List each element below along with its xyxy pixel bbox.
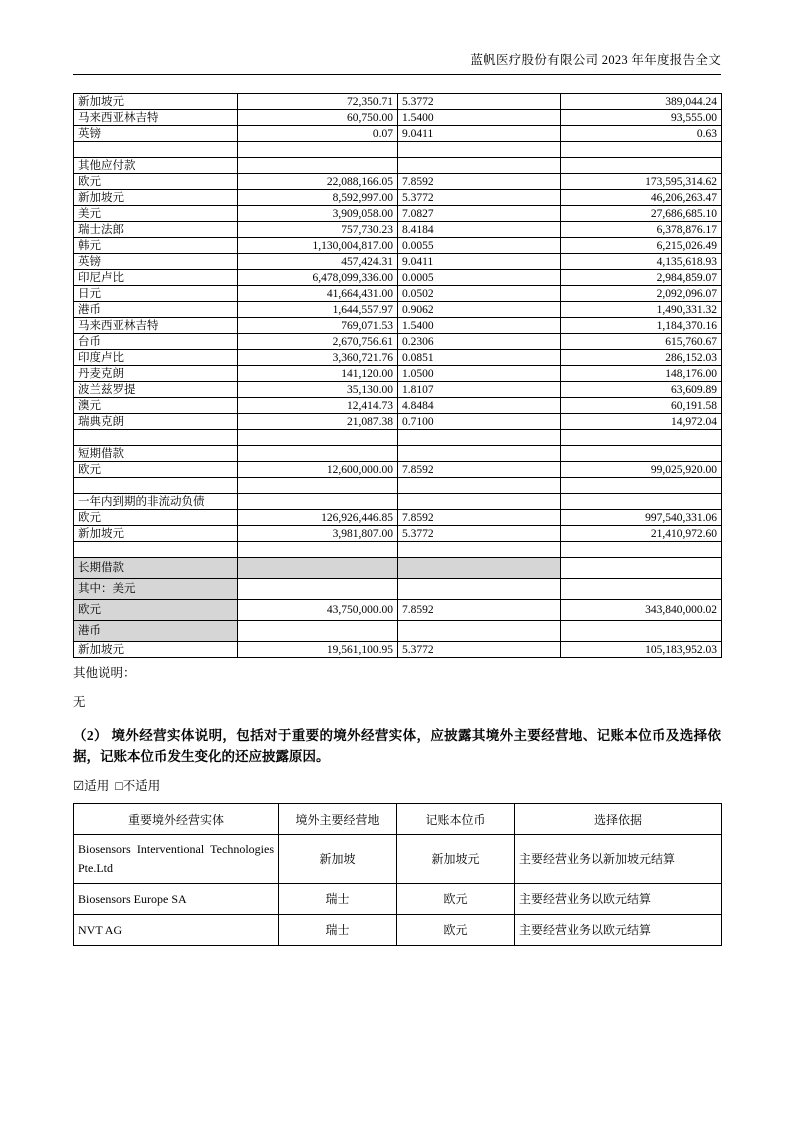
cell-label: 马来西亚林吉特 xyxy=(74,110,238,126)
cell-place: 瑞士 xyxy=(279,884,397,915)
table-row xyxy=(74,110,722,126)
table-row xyxy=(74,94,722,110)
cell-label: 欧元 xyxy=(74,600,238,621)
cell-rate: 5.3772 xyxy=(398,642,561,658)
cell-entity: Biosensors Interventional Technologies Pte.Ltd xyxy=(74,835,279,884)
cell-rate xyxy=(398,158,561,174)
not-applicable-checkbox-icon: □ xyxy=(115,779,123,793)
cell-amount xyxy=(238,579,398,600)
cell-currency: 欧元 xyxy=(397,915,515,946)
table-row xyxy=(74,158,722,174)
cell-rate: 0.0005 xyxy=(398,270,561,286)
cell-label xyxy=(74,142,238,158)
cell-label: 瑞士法郎 xyxy=(74,222,238,238)
cell-rmb: 105,183,952.03 xyxy=(561,642,722,658)
cell-rmb: 997,540,331.06 xyxy=(561,510,722,526)
cell-rmb: 99,025,920.00 xyxy=(561,462,722,478)
table-row xyxy=(74,270,722,286)
cell-label xyxy=(74,542,238,558)
cell-rate: 5.3772 xyxy=(398,190,561,206)
cell-amount: 19,561,100.95 xyxy=(238,642,398,658)
table-row xyxy=(74,382,722,398)
cell-rmb xyxy=(561,478,722,494)
cell-label: 丹麦克朗 xyxy=(74,366,238,382)
cell-rate xyxy=(398,478,561,494)
table-row xyxy=(74,510,722,526)
cell-rate: 7.8592 xyxy=(398,600,561,621)
section-heading: （2） 境外经营实体说明，包括对于重要的境外经营实体，应披露其境外主要经营地、记账本位币及选择依据，记账本位币发生变化的还应披露原因。 xyxy=(73,728,721,764)
cell-amount xyxy=(238,446,398,462)
cell-amount: 3,360,721.76 xyxy=(238,350,398,366)
cell-amount: 1,644,557.97 xyxy=(238,302,398,318)
table-row xyxy=(74,915,722,946)
cell-rate: 0.7100 xyxy=(398,414,561,430)
cell-label: 波兰兹罗提 xyxy=(74,382,238,398)
table-row xyxy=(74,302,722,318)
cell-amount: 6,478,099,336.00 xyxy=(238,270,398,286)
cell-amount: 21,087.38 xyxy=(238,414,398,430)
cell-label: 英镑 xyxy=(74,254,238,270)
cell-rate xyxy=(398,542,561,558)
table-row xyxy=(74,174,722,190)
table-row xyxy=(74,494,722,510)
currency-table xyxy=(73,93,722,658)
cell-amount xyxy=(238,558,398,579)
table-row xyxy=(74,222,722,238)
applicability-line xyxy=(73,778,721,794)
cell-rmb xyxy=(561,558,722,579)
not-applicable-label: 不适用 xyxy=(122,779,161,793)
entity-table-body xyxy=(74,835,722,946)
cell-rmb xyxy=(561,579,722,600)
table-row xyxy=(74,835,722,884)
cell-entity: Biosensors Europe SA xyxy=(74,884,279,915)
other-notes-label: 其他说明： xyxy=(73,666,136,680)
cell-amount: 126,926,446.85 xyxy=(238,510,398,526)
cell-label: 欧元 xyxy=(74,462,238,478)
page-header-title: 蓝帆医疗股份有限公司 2023 年年度报告全文 xyxy=(73,52,721,75)
column-header: 重要境外经营实体 xyxy=(74,804,279,835)
cell-rate: 8.4184 xyxy=(398,222,561,238)
cell-rate: 1.0500 xyxy=(398,366,561,382)
table-row xyxy=(74,142,722,158)
table-row xyxy=(74,478,722,494)
cell-label: 韩元 xyxy=(74,238,238,254)
entity-table xyxy=(73,803,722,946)
table-row xyxy=(74,334,722,350)
cell-currency: 欧元 xyxy=(397,884,515,915)
cell-rmb: 343,840,000.02 xyxy=(561,600,722,621)
cell-amount: 3,909,058.00 xyxy=(238,206,398,222)
cell-rate: 1.5400 xyxy=(398,110,561,126)
cell-rmb xyxy=(561,158,722,174)
cell-rmb: 286,152.03 xyxy=(561,350,722,366)
table-row xyxy=(74,430,722,446)
cell-label xyxy=(74,430,238,446)
cell-label: 新加坡元 xyxy=(74,526,238,542)
cell-rmb xyxy=(561,446,722,462)
cell-rate: 7.8592 xyxy=(398,174,561,190)
cell-place: 新加坡 xyxy=(279,835,397,884)
cell-rate: 5.3772 xyxy=(398,526,561,542)
cell-amount: 769,071.53 xyxy=(238,318,398,334)
applicable-label: 适用 xyxy=(84,779,110,793)
cell-label: 一年内到期的非流动负债 xyxy=(74,494,238,510)
cell-rate: 9.0411 xyxy=(398,126,561,142)
cell-rmb: 148,176.00 xyxy=(561,366,722,382)
cell-rate: 5.3772 xyxy=(398,94,561,110)
cell-label: 新加坡元 xyxy=(74,94,238,110)
cell-rate: 0.2306 xyxy=(398,334,561,350)
cell-label: 英镑 xyxy=(74,126,238,142)
cell-rmb: 2,984,859.07 xyxy=(561,270,722,286)
cell-rmb: 4,135,618.93 xyxy=(561,254,722,270)
cell-rmb: 2,092,096.07 xyxy=(561,286,722,302)
table-row xyxy=(74,350,722,366)
cell-rmb: 21,410,972.60 xyxy=(561,526,722,542)
cell-rate: 0.0851 xyxy=(398,350,561,366)
cell-label: 日元 xyxy=(74,286,238,302)
cell-rmb xyxy=(561,142,722,158)
table-row xyxy=(74,542,722,558)
cell-amount: 2,670,756.61 xyxy=(238,334,398,350)
cell-label: 港币 xyxy=(74,302,238,318)
table-row xyxy=(74,238,722,254)
cell-currency: 新加坡元 xyxy=(397,835,515,884)
cell-rate: 0.0055 xyxy=(398,238,561,254)
cell-amount: 457,424.31 xyxy=(238,254,398,270)
cell-rate xyxy=(398,494,561,510)
cell-amount: 72,350.71 xyxy=(238,94,398,110)
table-row xyxy=(74,558,722,579)
cell-amount: 0.07 xyxy=(238,126,398,142)
cell-label: 欧元 xyxy=(74,510,238,526)
cell-amount: 12,600,000.00 xyxy=(238,462,398,478)
cell-basis: 主要经营业务以欧元结算 xyxy=(515,915,722,946)
cell-rmb: 14,972.04 xyxy=(561,414,722,430)
cell-rate xyxy=(398,142,561,158)
cell-amount: 41,664,431.00 xyxy=(238,286,398,302)
cell-rate: 9.0411 xyxy=(398,254,561,270)
cell-rate: 4.8484 xyxy=(398,398,561,414)
cell-amount: 22,088,166.05 xyxy=(238,174,398,190)
cell-rmb: 173,595,314.62 xyxy=(561,174,722,190)
cell-label: 长期借款 xyxy=(74,558,238,579)
cell-amount xyxy=(238,494,398,510)
cell-rate: 7.8592 xyxy=(398,510,561,526)
table-row xyxy=(74,206,722,222)
cell-rmb: 1,184,370.16 xyxy=(561,318,722,334)
cell-entity: NVT AG xyxy=(74,915,279,946)
table-row xyxy=(74,366,722,382)
table-row xyxy=(74,884,722,915)
cell-rmb: 60,191.58 xyxy=(561,398,722,414)
cell-amount xyxy=(238,142,398,158)
cell-rmb: 6,215,026.49 xyxy=(561,238,722,254)
table-row xyxy=(74,621,722,642)
cell-label: 澳元 xyxy=(74,398,238,414)
cell-rmb: 63,609.89 xyxy=(561,382,722,398)
table-row xyxy=(74,318,722,334)
cell-label: 其他应付款 xyxy=(74,158,238,174)
cell-label xyxy=(74,478,238,494)
cell-label: 马来西亚林吉特 xyxy=(74,318,238,334)
cell-amount: 1,130,004,817.00 xyxy=(238,238,398,254)
table-row xyxy=(74,190,722,206)
cell-label: 港币 xyxy=(74,621,238,642)
table-row xyxy=(74,254,722,270)
cell-label: 台币 xyxy=(74,334,238,350)
cell-rmb: 46,206,263.47 xyxy=(561,190,722,206)
cell-rmb: 6,378,876.17 xyxy=(561,222,722,238)
cell-place: 瑞士 xyxy=(279,915,397,946)
cell-amount xyxy=(238,621,398,642)
table-row xyxy=(74,600,722,621)
cell-label: 新加坡元 xyxy=(74,642,238,658)
cell-amount: 3,981,807.00 xyxy=(238,526,398,542)
cell-rmb xyxy=(561,430,722,446)
cell-rate xyxy=(398,558,561,579)
cell-amount xyxy=(238,430,398,446)
cell-rate xyxy=(398,621,561,642)
table-row xyxy=(74,126,722,142)
cell-basis: 主要经营业务以新加坡元结算 xyxy=(515,835,722,884)
cell-rate: 7.0827 xyxy=(398,206,561,222)
cell-basis: 主要经营业务以欧元结算 xyxy=(515,884,722,915)
entity-table-header-row xyxy=(74,804,722,835)
column-header: 选择依据 xyxy=(515,804,722,835)
table-row xyxy=(74,446,722,462)
cell-rmb: 1,490,331.32 xyxy=(561,302,722,318)
cell-label: 欧元 xyxy=(74,174,238,190)
cell-rmb: 615,760.67 xyxy=(561,334,722,350)
cell-rmb xyxy=(561,621,722,642)
cell-amount: 43,750,000.00 xyxy=(238,600,398,621)
cell-label: 短期借款 xyxy=(74,446,238,462)
cell-rate xyxy=(398,446,561,462)
cell-label: 新加坡元 xyxy=(74,190,238,206)
cell-amount xyxy=(238,478,398,494)
cell-label: 美元 xyxy=(74,206,238,222)
cell-amount: 757,730.23 xyxy=(238,222,398,238)
cell-rate: 0.9062 xyxy=(398,302,561,318)
cell-rate: 7.8592 xyxy=(398,462,561,478)
table-row xyxy=(74,642,722,658)
applicable-checkbox-icon: ☑ xyxy=(73,779,85,793)
cell-amount xyxy=(238,542,398,558)
other-notes-value: 无 xyxy=(73,695,86,709)
cell-label: 瑞典克朗 xyxy=(74,414,238,430)
cell-rate xyxy=(398,579,561,600)
table-row xyxy=(74,286,722,302)
table-row xyxy=(74,462,722,478)
table-row xyxy=(74,398,722,414)
table-row xyxy=(74,579,722,600)
cell-rmb: 0.63 xyxy=(561,126,722,142)
cell-rmb xyxy=(561,542,722,558)
table-row xyxy=(74,526,722,542)
cell-label: 印度卢比 xyxy=(74,350,238,366)
cell-rmb: 93,555.00 xyxy=(561,110,722,126)
cell-rate xyxy=(398,430,561,446)
column-header: 记账本位币 xyxy=(397,804,515,835)
cell-amount: 12,414.73 xyxy=(238,398,398,414)
cell-amount xyxy=(238,158,398,174)
cell-amount: 8,592,997.00 xyxy=(238,190,398,206)
cell-label: 印尼卢比 xyxy=(74,270,238,286)
cell-rate: 0.0502 xyxy=(398,286,561,302)
column-header: 境外主要经营地 xyxy=(279,804,397,835)
cell-amount: 35,130.00 xyxy=(238,382,398,398)
cell-amount: 60,750.00 xyxy=(238,110,398,126)
cell-rate: 1.5400 xyxy=(398,318,561,334)
cell-amount: 141,120.00 xyxy=(238,366,398,382)
cell-rate: 1.8107 xyxy=(398,382,561,398)
currency-table-body xyxy=(74,94,722,658)
cell-rmb: 27,686,685.10 xyxy=(561,206,722,222)
cell-rmb: 389,044.24 xyxy=(561,94,722,110)
cell-rmb xyxy=(561,494,722,510)
cell-label: 其中：美元 xyxy=(74,579,238,600)
table-row xyxy=(74,414,722,430)
